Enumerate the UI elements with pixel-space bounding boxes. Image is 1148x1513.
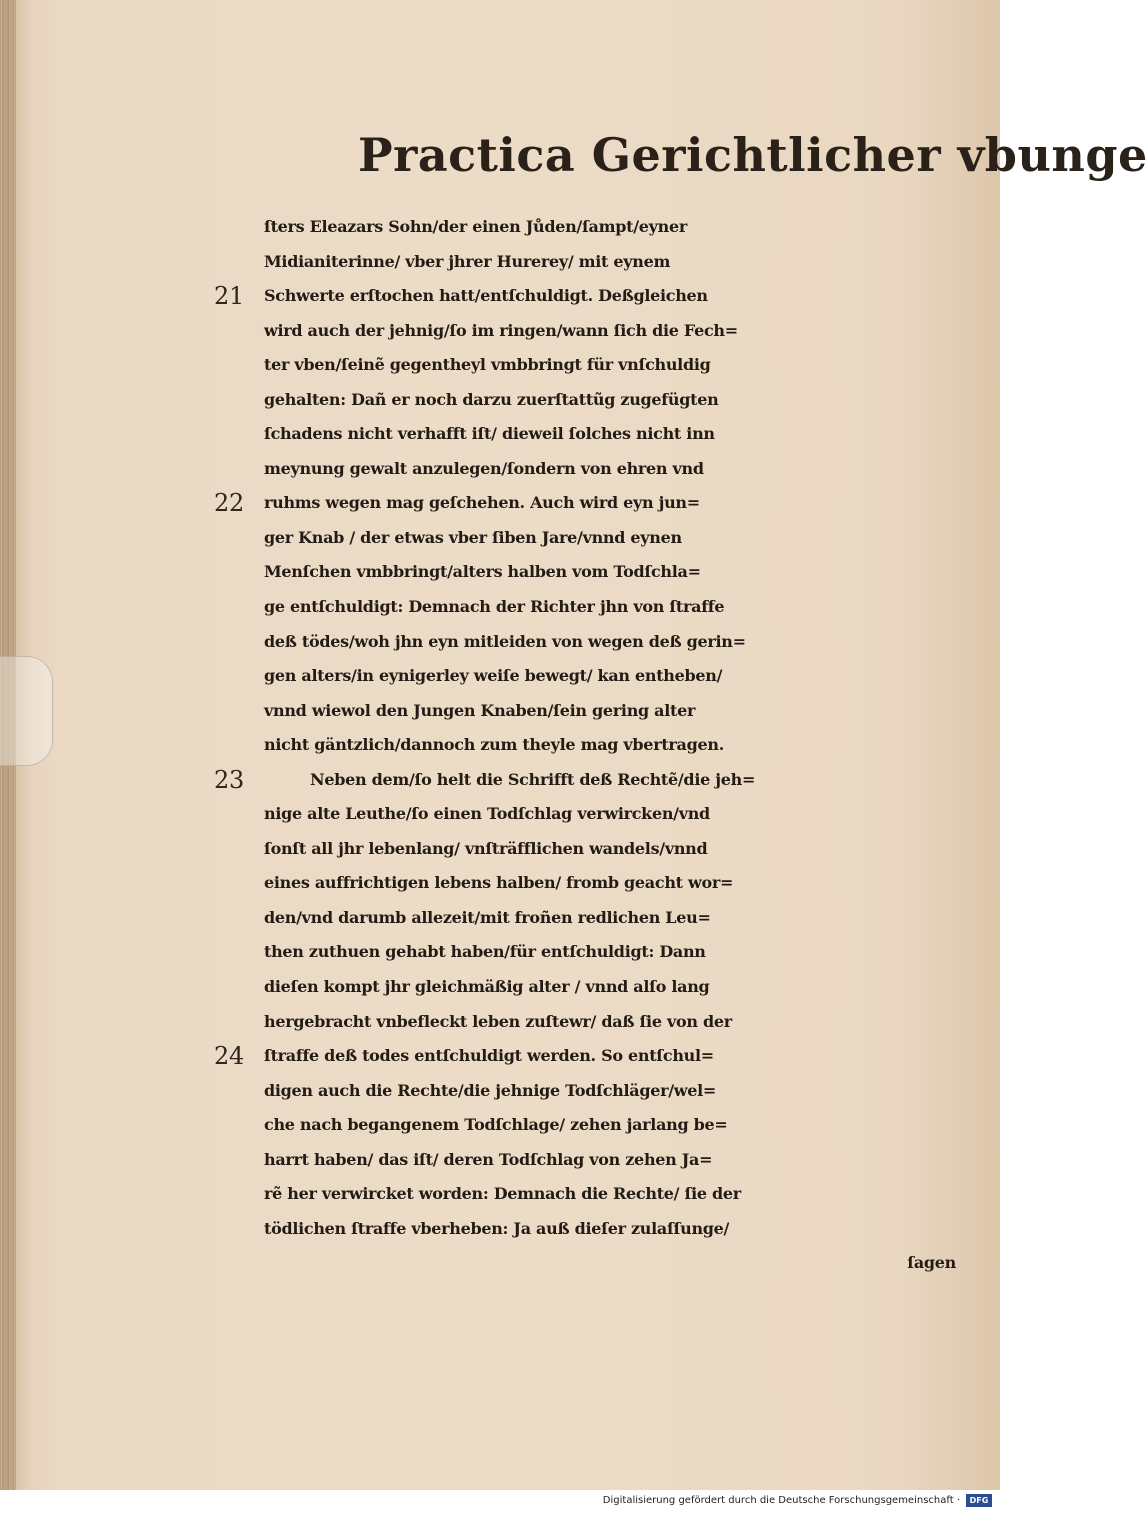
text-line <box>264 866 984 901</box>
text-line <box>264 452 984 487</box>
line-text: vnnd wiewol den Jungen Knaben/ſein gering alter <box>264 700 696 720</box>
text-line <box>264 659 984 694</box>
line-text: Schwerte erſtochen hatt/entſchuldigt. Deßgleichen <box>264 286 708 306</box>
text-line <box>264 728 984 763</box>
text-line <box>264 935 984 970</box>
text-line <box>214 279 984 314</box>
text-line <box>264 210 984 245</box>
line-text: Menſchen vmbbringt/alters halben vom Todſchla= <box>264 562 701 582</box>
line-text: gen alters/in eynigerley weiſe bewegt/ kan entheben/ <box>264 666 723 686</box>
margin-number: 22 <box>214 489 244 518</box>
text-line <box>214 1039 984 1074</box>
text-block <box>214 210 984 1281</box>
line-text: Neben dem/ſo helt die Schrifft deß Rechtẽ/die jeh= <box>310 769 756 789</box>
text-line <box>264 555 984 590</box>
line-text: digen auch die Rechte/die jehnige Todſchläger/wel= <box>264 1080 717 1100</box>
line-text: ge entſchuldigt: Demnach der Richter jhn von ſtraffe <box>264 597 725 617</box>
line-text: dieſen kompt jhr gleichmäßig alter / vnnd alſo lang <box>264 977 710 997</box>
line-text: ſonſt all jhr lebenlang/ vnſträfflichen wandels/vnnd <box>264 838 708 858</box>
line-text: wird auch der jehnig/ſo im ringen/wann ſich die Fech= <box>264 320 738 340</box>
line-text: che nach begangenem Todſchlage/ zehen jarlang be= <box>264 1115 728 1135</box>
line-text: harrt haben/ das iſt/ deren Todſchlag von zehen Ja= <box>264 1149 713 1169</box>
line-text: meynung gewalt anzulegen/ſondern von ehren vnd <box>264 458 704 478</box>
text-line <box>264 590 984 625</box>
text-line <box>264 314 984 349</box>
text-line <box>264 694 984 729</box>
line-text: ger Knab / der etwas vber ſiben Jare/vnnd eynen <box>264 527 682 547</box>
line-text: deß tödes/woh jhn eyn mitleiden von wegen deß gerin= <box>264 631 746 651</box>
text-line <box>264 1143 984 1178</box>
text-line <box>264 970 984 1005</box>
text-line <box>264 245 984 280</box>
text-line <box>264 797 984 832</box>
line-text: nige alte Leuthe/ſo einen Todſchlag verwircken/vnd <box>264 804 710 824</box>
text-line <box>264 348 984 383</box>
text-line <box>214 486 984 521</box>
text-line <box>264 832 984 867</box>
dfg-logo-icon: DFG <box>966 1494 992 1507</box>
margin-number: 21 <box>214 282 244 311</box>
line-text: ter vben/ſeinẽ gegentheyl vmbbringt für vnſchuldig <box>264 355 711 375</box>
text-line <box>264 1108 984 1143</box>
text-line <box>264 383 984 418</box>
digitization-credit: Digitalisierung gefördert durch die Deutsche Forschungsgemeinschaft · <box>602 1495 960 1506</box>
line-text: eines auffrichtigen lebens halben/ fromb geacht wor= <box>264 873 734 893</box>
line-text: ſtraffe deß todes entſchuldigt werden. So entſchul= <box>264 1046 714 1066</box>
text-line <box>264 1074 984 1109</box>
running-head: Practica Gerichtlicher vbunge <box>358 128 1148 182</box>
line-text: nicht gäntzlich/dannoch zum theyle mag vbertragen. <box>264 735 724 755</box>
clip-tab <box>0 656 53 766</box>
footer-bar <box>0 1490 1000 1513</box>
line-text: ſters Eleazars Sohn/der einen Jůden/ſampt/eyner <box>264 217 687 236</box>
line-text: Midianiterinne/ vber jhrer Hurerey/ mit eynem <box>264 251 671 271</box>
line-text: ſchadens nicht verhafft iſt/ dieweil ſolches nicht inn <box>264 424 715 444</box>
margin-number: 23 <box>214 765 244 794</box>
text-line <box>264 521 984 556</box>
text-line <box>264 1212 984 1247</box>
line-text: rẽ her verwircket worden: Demnach die Rechte/ ſie der <box>264 1184 741 1204</box>
text-line <box>264 901 984 936</box>
catchword: ſagen <box>907 1253 956 1273</box>
margin-number: 24 <box>214 1042 244 1071</box>
line-text: den/vnd darumb allezeit/mit froñen redlichen Leu= <box>264 907 711 927</box>
text-line <box>264 417 984 452</box>
line-text: tödlichen ſtraffe vberheben: Ja auß dieſer zulaſſunge/ <box>264 1218 730 1238</box>
line-text: gehalten: Dañ er noch darzu zuerſtattũg zugefügten <box>264 389 719 409</box>
text-line <box>264 1005 984 1040</box>
text-line <box>214 763 984 798</box>
text-line <box>264 625 984 660</box>
line-text: then zuthuen gehabt haben/für entſchuldigt: Dann <box>264 942 706 962</box>
line-text: ruhms wegen mag geſchehen. Auch wird eyn jun= <box>264 493 700 513</box>
text-line <box>264 1177 984 1212</box>
line-text: hergebracht vnbefleckt leben zuſtewr/ daß ſie von der <box>264 1011 732 1031</box>
